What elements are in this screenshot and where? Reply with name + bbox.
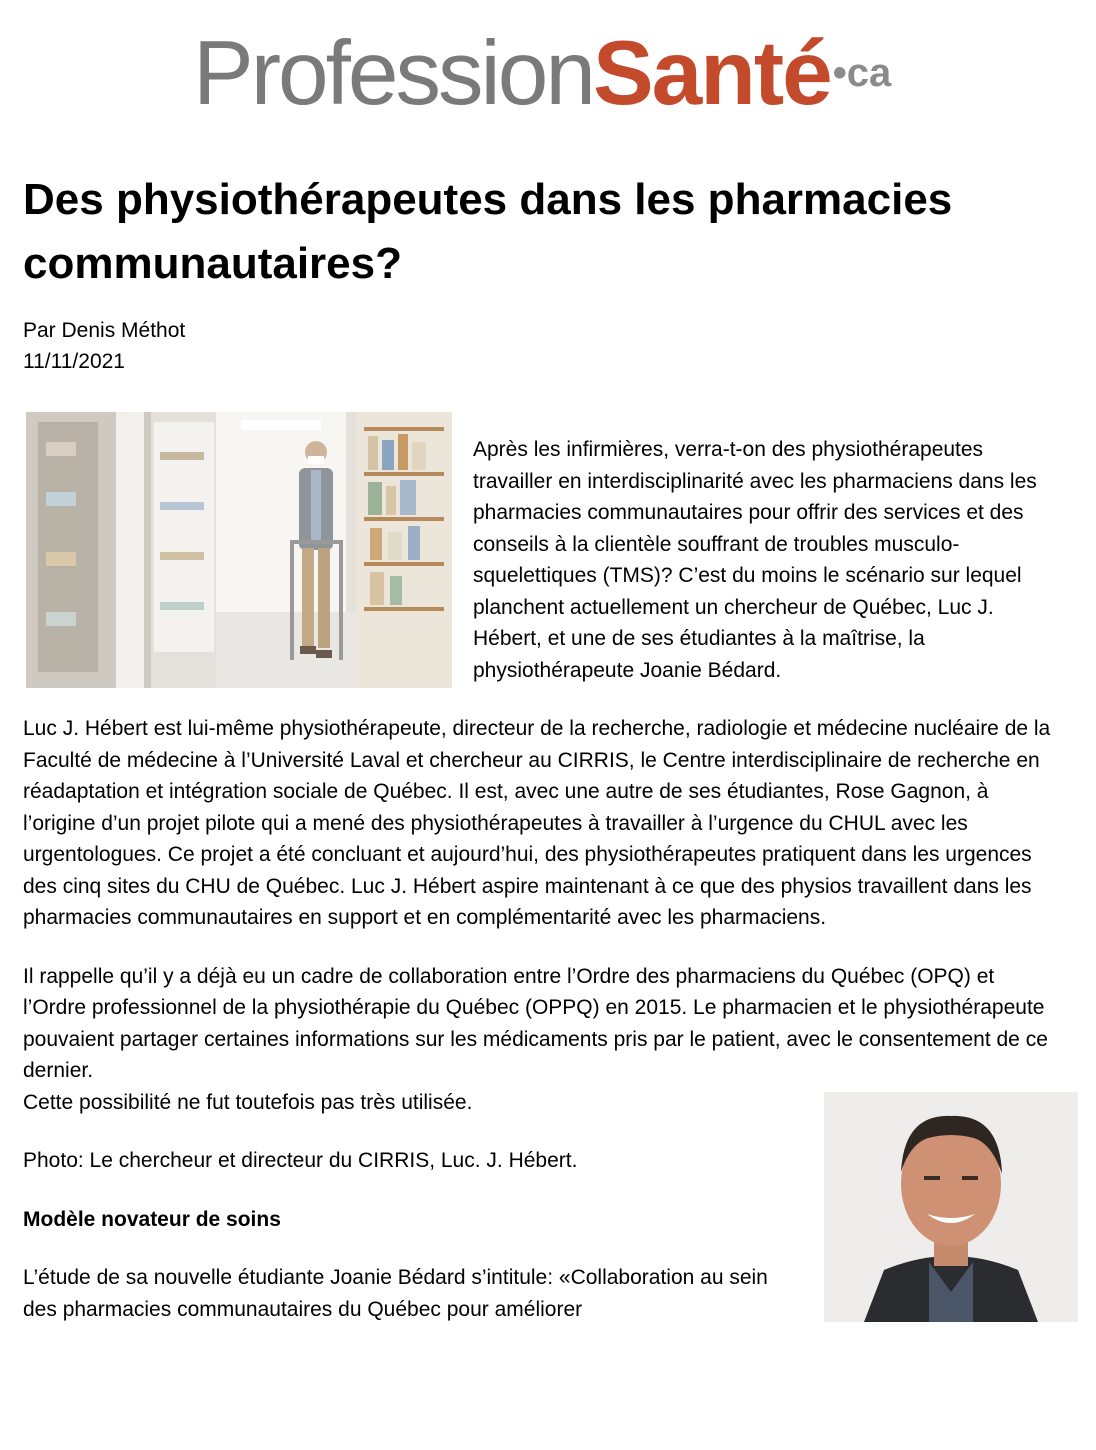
researcher-portrait-illustration [824, 1092, 1078, 1322]
article-paragraph-5: L’étude de sa nouvelle étudiante Joanie Bédard s’intitule: «Collaboration au sein des pharmacies communautaires du Québec pour améliorer [23, 1266, 768, 1321]
article-paragraph-3: Il rappelle qu’il y a déjà eu un cadre de collaboration entre l’Ordre des pharmaciens du Québec (OPQ) et l’Ordre professionnel de la physiothérapie du Québec (OPPQ) en 2015. Le pharmacien et le physiothérapeute pouvaient partager certaines informations sur les médicaments pris par le patient, avec le consentement de ce dernier. [23, 964, 1048, 1082]
logo-text-ca: •ca [832, 51, 892, 95]
article-author: Par Denis Méthot [23, 319, 186, 342]
pharmacy-photo [26, 412, 452, 688]
researcher-photo [824, 1092, 1078, 1322]
article-title: Des physiothérapeutes dans les pharmacies communautaires? [23, 175, 953, 288]
pharmacy-photo-illustration [26, 412, 452, 688]
article-date: 11/11/2021 [23, 350, 125, 373]
logo-text-sante: Santé [592, 23, 831, 124]
article-paragraph-2: Luc J. Hébert est lui-même physiothérapeute, directeur de la recherche, radiologie et médecine nucléaire de la Faculté de médecine à l’Université Laval et chercheur au CIRRIS, le Centre interdisciplinaire de recherche en réadaptation et intégration sociale de Québec. Il est, avec une autre de ses étudiantes, Rose Gagnon, à l’origine d’un projet pilote qui a mené des physiothérapeutes à travailler à l’urgence du CHUL avec les urgentologues. Ce projet a été concluant et aujourd’hui, des physiothérapeutes pratiquent dans les urgences des cinq sites du CHU de Québec. Luc J. Hébert aspire maintenant à ce que des physios travaillent dans les pharmacies communautaires en support et en complémentarité avec les pharmaciens. [23, 717, 1051, 929]
article-body [23, 434, 1053, 1352]
article-byline [23, 315, 185, 377]
section-subheading: Modèle novateur de soins [23, 1207, 281, 1231]
site-logo[interactable] [193, 18, 891, 129]
article-paragraph-1: Après les infirmières, verra-t-on des physiothérapeutes travailler en interdisciplinarité avec les pharmaciens dans les pharmacies communautaires pour offrir des services et des conseils à la clientèle souffrant de troubles musculo-squelettiques (TMS)? C’est du moins le scénario sur lequel planchent actuellement un chercheur de Québec, Luc J. Hébert, et une de ses étudiantes à la maîtrise, la physiothérapeute Joanie Bédard. [473, 438, 1037, 682]
photo-caption: Photo: Le chercheur et directeur du CIRRIS, Luc. J. Hébert. [23, 1149, 578, 1172]
logo-text-profession: Profession [193, 23, 593, 124]
article-paragraph-4: Cette possibilité ne fut toutefois pas très utilisée. [23, 1090, 473, 1114]
